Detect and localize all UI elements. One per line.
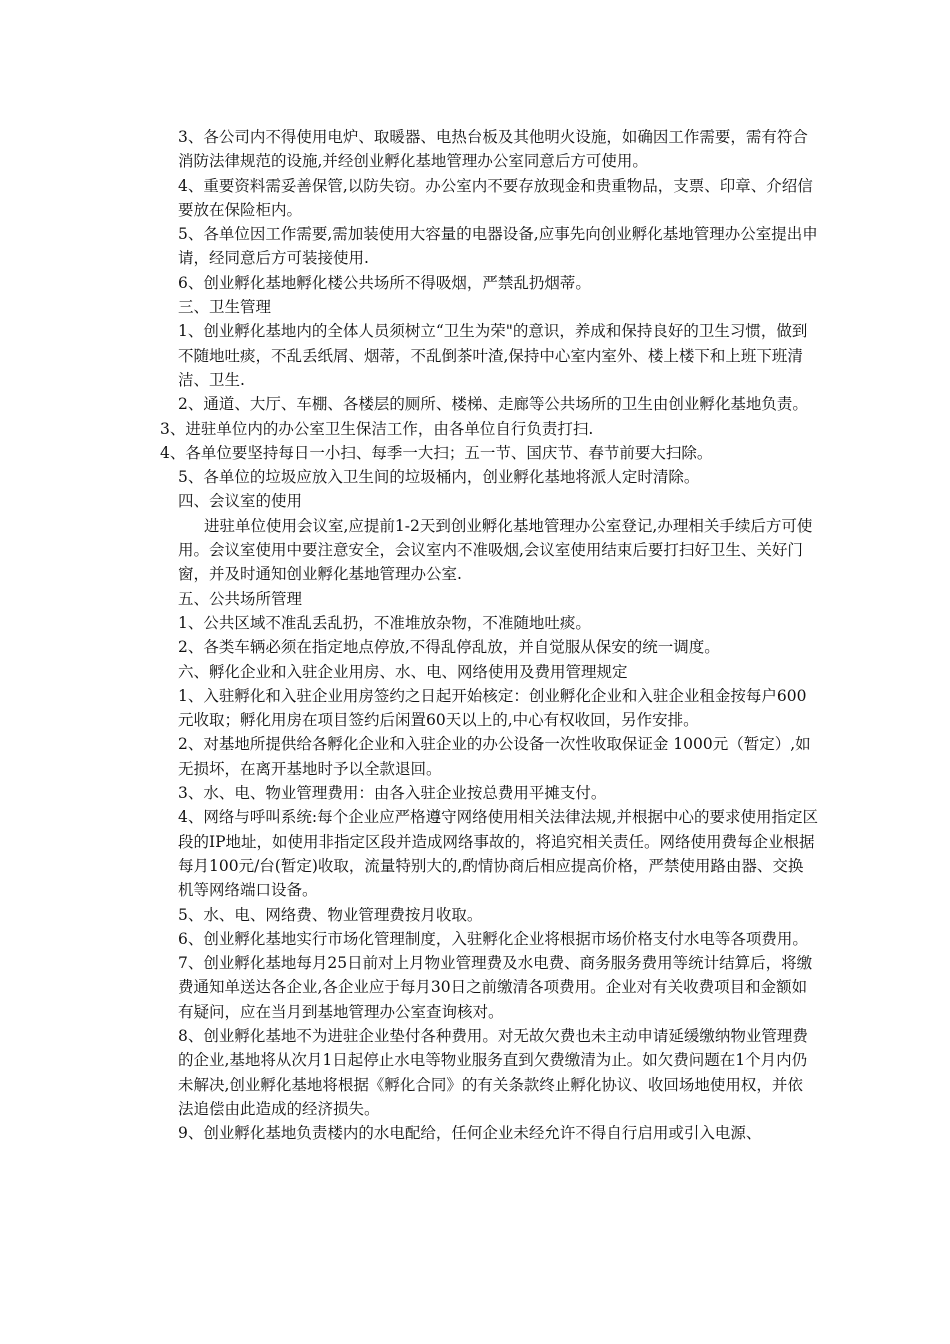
paragraph-utility-costs: 3、水、电、物业管理费用：由各入驻企业按总费用平摊支付。 (178, 784, 607, 803)
paragraph-vehicle-parking: 2、各类车辆必须在指定地点停放,不得乱停乱放，并自觉服从保安的统一调度。 (178, 638, 720, 657)
paragraph-no-smoking: 6、创业孵化基地孵化楼公共场所不得吸烟，严禁乱扔烟蒂。 (178, 273, 591, 292)
paragraph-rent: 1、入驻孵化和入驻企业用房签约之日起开始核定：创业孵化企业和入驻企业租金按每户600元收取；孵化用房在项目签约后闲置60天以上的,中心有权收回，另作安排。 (178, 686, 807, 730)
paragraph-public-areas-cleaning: 2、通道、大厅、车棚、各楼层的厕所、楼梯、走廊等公共场所的卫生由创业孵化基地负责。 (178, 395, 808, 414)
paragraph-cleaning-schedule: 4、各单位要坚持每日一小扫、每季一大扫；五一节、国庆节、春节前要大扫除。 (160, 443, 713, 462)
paragraph-arrears: 8、创业孵化基地不为进驻企业垫付各种费用。对无故欠费也未主动申请延缓缴纳物业管理费的企业,基地将从次月1日起停止水电等物业服务直到欠费缴清为止。如欠费问题在1个月内仍未解决,创业孵化基地将根据《孵化合同》的有关条款终止孵化协议、收回场地使用权，并依法追偿由此造成的经济损失。 (178, 1026, 808, 1118)
paragraph-network: 4、网络与呼叫系统:每个企业应严格遵守网络使用相关法律法规,并根据中心的要求使用指定区段的IP地址，如使用非指定区段并造成网络事故的，将追究相关责任。网络使用费每企业根据每月100元/台(暂定)收取，流量特别大的,酌情协商后相应提高价格，严禁使用路由器、交换机等网络端口设备。 (178, 808, 819, 900)
paragraph-monthly-billing: 5、水、电、网络费、物业管理费按月收取。 (178, 905, 483, 924)
paragraph-electrical-equipment: 5、各单位因工作需要,需加装使用大容量的电器设备,应事先向创业孵化基地管理办公室提出申请，经同意后方可装接使用. (178, 225, 818, 268)
paragraph-hygiene-awareness: 1、创业孵化基地内的全体人员须树立“卫生为荣"的意识，养成和保持良好的卫生习惯，做到不随地吐痰，不乱丢纸屑、烟蒂，不乱倒茶叶渣,保持中心室内室外、楼上楼下和上班下班清洁、卫生. (178, 322, 808, 389)
section-heading-meeting-room: 四、会议室的使用 (178, 492, 303, 511)
document-body (160, 125, 819, 1145)
paragraph-market-pricing: 6、创业孵化基地实行市场化管理制度，入驻孵化企业将根据市场价格支付水电等各项费用。 (178, 929, 808, 948)
paragraph-power-distribution: 9、创业孵化基地负责楼内的水电配给，任何企业未经允许不得自行启用或引入电源、 (178, 1124, 762, 1143)
paragraph-office-cleaning: 3、进驻单位内的办公室卫生保洁工作，由各单位自行负责打扫. (160, 419, 594, 438)
paragraph-public-area-rules: 1、公共区域不准乱丢乱扔，不准堆放杂物，不准随地吐痰。 (178, 613, 591, 632)
paragraph-meeting-room-usage: 进驻单位使用会议室,应提前1-2天到创业孵化基地管理办公室登记,办理相关手续后方可使用。会议室使用中要注意安全，会议室内不准吸烟,会议室使用结束后要打扫好卫生、关好门窗，并及时通知创业孵化基地管理办公室. (178, 516, 813, 584)
paragraph-settlement: 7、创业孵化基地每月25日前对上月物业管理费及水电费、商务服务费用等统计结算后，将缴费通知单送达各企业,各企业应于每月30日之前缴清各项费用。企业对有关收费项目和金额如有疑问，应在当月到基地管理办公室查询核对。 (178, 954, 813, 1021)
section-heading-hygiene: 三、卫生管理 (178, 298, 272, 317)
paragraph-deposit: 2、对基地所提供给各孵化企业和入驻企业的办公设备一次性收取保证金 1000元（暂定）,如无损坏，在离开基地时予以全款退回。 (178, 735, 811, 778)
paragraph-documents-safekeeping: 4、重要资料需妥善保管,以防失窃。办公室内不要存放现金和贵重物品，支票、印章、介绍信要放在保险柜内。 (178, 176, 813, 219)
paragraph-fire-safety: 3、各公司内不得使用电炉、取暖器、电热台板及其他明火设施，如确因工作需要，需有符合消防法律规范的设施,并经创业孵化基地管理办公室同意后方可使用。 (178, 128, 808, 171)
paragraph-garbage-disposal: 5、各单位的垃圾应放入卫生间的垃圾桶内，创业孵化基地将派人定时清除。 (178, 468, 700, 487)
section-heading-public-places: 五、公共场所管理 (178, 589, 303, 608)
section-heading-fees: 六、孵化企业和入驻企业用房、水、电、网络使用及费用管理规定 (178, 662, 628, 681)
